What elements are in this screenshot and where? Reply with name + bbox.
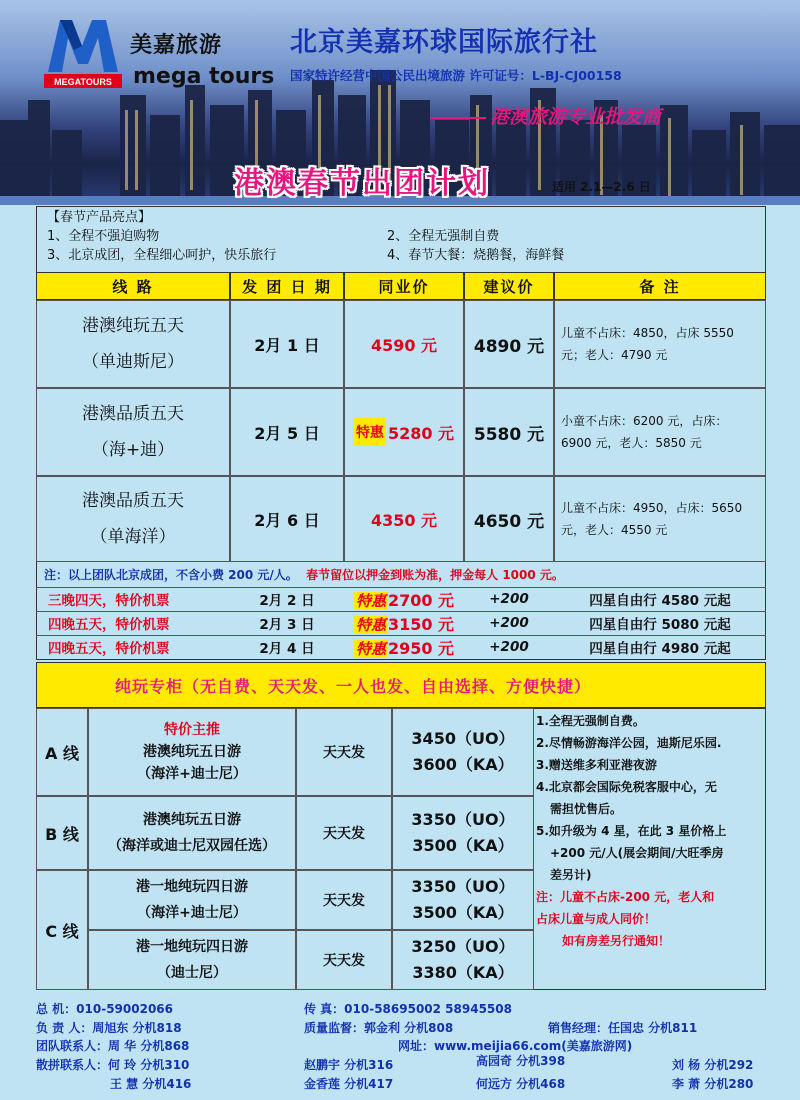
header-banner [0,0,800,205]
hot-tag: 特价主推 [164,722,220,738]
line-frequency: 天天发 [296,870,392,930]
table-row: 四晚五天，特价机票 2月 4 日 特惠 2950 元 +200 四星自由行 4980 元起 [36,635,766,658]
col-header-route: 线 路 [36,272,230,300]
tagline: 港澳旅游专业批发商 [430,102,661,129]
col-header-note: 备 注 [554,272,766,300]
table-row-suggest: 4890 元 [464,300,554,388]
table-row-note: 小童不占床：6200 元，占床： 6900 元，老人：5850 元 [554,388,766,476]
route-name: 港澳纯玩五天 [82,316,184,336]
air-name: 四晚五天，特价机票 [48,641,170,657]
table-row-price: 特惠 5280 元 [344,388,464,476]
line-prices: 3450（UO） 3600（KA） [392,708,534,796]
air-extra: +200 [489,615,529,631]
fax: 传 真：010-58695002 58945508 [304,1002,512,1016]
col-header-suggest: 建议价 [464,272,554,300]
route-sub: （海+迪） [91,440,175,460]
highlights-title: 【春节产品亮点】 [47,210,152,225]
brand-name-cn: 美嘉旅游 [130,32,223,58]
contact: 金香莲 分机417 [304,1077,394,1091]
air-free: 四星自由行 4980 元起 [589,641,731,657]
line-prices: 3350（UO） 3500（KA） [392,870,534,930]
logo-text: MEGATOURS [54,77,112,87]
website: 网址：www.meijia66.com(美嘉旅游网) [398,1039,633,1053]
table-row-suggest: 5580 元 [464,388,554,476]
table-row-route [36,388,230,476]
contact-footer [0,994,800,1100]
air-extra: +200 [489,591,529,607]
table-row-route [36,476,230,562]
air-date: 2月 3 日 [259,617,315,633]
air-name: 三晚四天，特价机票 [48,593,170,609]
line-frequency: 天天发 [296,708,392,796]
line-route: 港一地纯玩四日游 （迪士尼） [88,930,296,990]
highlight-item: 4、春节大餐：烧鹅餐，海鲜餐 [387,248,565,263]
valid-dates: 适用 2.1—2.6 日 [552,180,651,194]
license-line: 国家特许经营中国公民出境旅游 许可证号：L-BJ-CJ00158 [290,68,622,83]
table-row-route [36,300,230,388]
route-name: 港澳品质五天 [82,404,184,424]
col-header-date: 发 团 日 期 [230,272,344,300]
table-row-suggest: 4650 元 [464,476,554,562]
contact: 销售经理：任国忠 分机811 [548,1021,698,1035]
table-row-note: 儿童不占床：4850，占床 5550 元；老人：4790 元 [554,300,766,388]
air-extra: +200 [489,639,529,655]
route-sub: （单迪斯尼） [82,352,184,372]
air-free: 四星自由行 5080 元起 [589,617,731,633]
special-section-title: 纯玩专柜（无自费、天天发、一人也发、自由选择、方便快捷） [36,662,766,708]
special-badge: 特惠 [355,639,386,658]
table-row-price: 4590 元 [344,300,464,388]
air-free: 四星自由行 4580 元起 [589,593,731,609]
contact: 王 慧 分机416 [110,1077,192,1091]
highlights-box [36,206,766,272]
contact: 高园奇 分机398 [476,1054,566,1068]
tel: 总 机：010-59002066 [36,1002,174,1016]
line-route: 特价主推 港澳纯玩五日游 （海洋+迪士尼） [88,708,296,796]
highlight-item: 1、全程不强迫购物 [47,229,160,244]
line-route: 港澳纯玩五日游 （海洋或迪士尼双园任选） [88,796,296,870]
brand-name-en: mega tours [133,64,275,89]
contact: 刘 杨 分机292 [672,1058,754,1072]
contact: 李 萧 分机280 [672,1077,754,1091]
line-route: 港一地纯玩四日游 （海洋+迪士尼） [88,870,296,930]
highlight-item: 3、北京成团，全程细心呵护，快乐旅行 [47,248,277,263]
line-name: A 线 [36,708,88,796]
line-frequency: 天天发 [296,796,392,870]
air-name: 四晚五天，特价机票 [48,617,170,633]
contact: 团队联系人：周 华 分机868 [36,1039,190,1053]
agency-name: 北京美嘉环球国际旅行社 [290,27,598,58]
line-frequency: 天天发 [296,930,392,990]
special-notes: 1.全程无强制自费。 2.尽情畅游海洋公园，迪斯尼乐园. 3.赠送维多利亚港夜游 4.北京都会国际免税客服中心，无 需担忧售后。 5.如升级为 4 星，在此 3 星价格上 +200 元/人(展会期间/大旺季房 差另计) 注：儿童不占床-200 元，老人和 占床儿童与成人同价！ 如有房差另行通知！ [536,714,727,948]
contact: 散拼联系人：何 玲 分机310 [36,1058,190,1072]
table-row-note: 儿童不占床：4950，占床：5650 元，老人：4550 元 [554,476,766,562]
contact: 质量监督：郭金利 分机808 [304,1021,454,1035]
megatours-logo [44,10,122,94]
line-prices: 3250（UO） 3380（KA） [392,930,534,990]
special-badge: 特惠 [355,615,386,634]
line-prices: 3350（UO） 3500（KA） [392,796,534,870]
table-row: 四晚五天，特价机票 2月 3 日 特惠 3150 元 +200 四星自由行 5080 元起 [36,611,766,634]
special-badge: 特惠 [355,591,386,610]
route-name: 港澳品质五天 [82,491,184,511]
air-date: 2月 4 日 [259,641,315,657]
line-name: C 线 [36,870,88,990]
contact: 负 责 人：周旭东 分机818 [36,1021,182,1035]
table-row-date: 2月 1 日 [230,300,344,388]
table-row-price: 4350 元 [344,476,464,562]
table-row: 三晚四天，特价机票 2月 2 日 特惠 2700 元 +200 四星自由行 4580 元起 [36,587,766,610]
route-sub: （单海洋） [90,527,176,547]
table-row-date: 2月 6 日 [230,476,344,562]
air-date: 2月 2 日 [259,593,315,609]
highlight-item: 2、全程无强制自费 [387,229,500,244]
special-badge: 特惠 [354,418,386,446]
line-name: B 线 [36,796,88,870]
contact: 赵鹏宇 分机316 [304,1058,394,1072]
page-title: 港澳春节出团计划 [234,166,490,201]
table-row-date: 2月 5 日 [230,388,344,476]
col-header-price: 同业价 [344,272,464,300]
table-note: 注：以上团队北京成团，不含小费 200 元/人。 春节留位以押金到账为准，押金每人 1000 元。 [44,568,564,582]
contact: 何远方 分机468 [476,1077,566,1091]
